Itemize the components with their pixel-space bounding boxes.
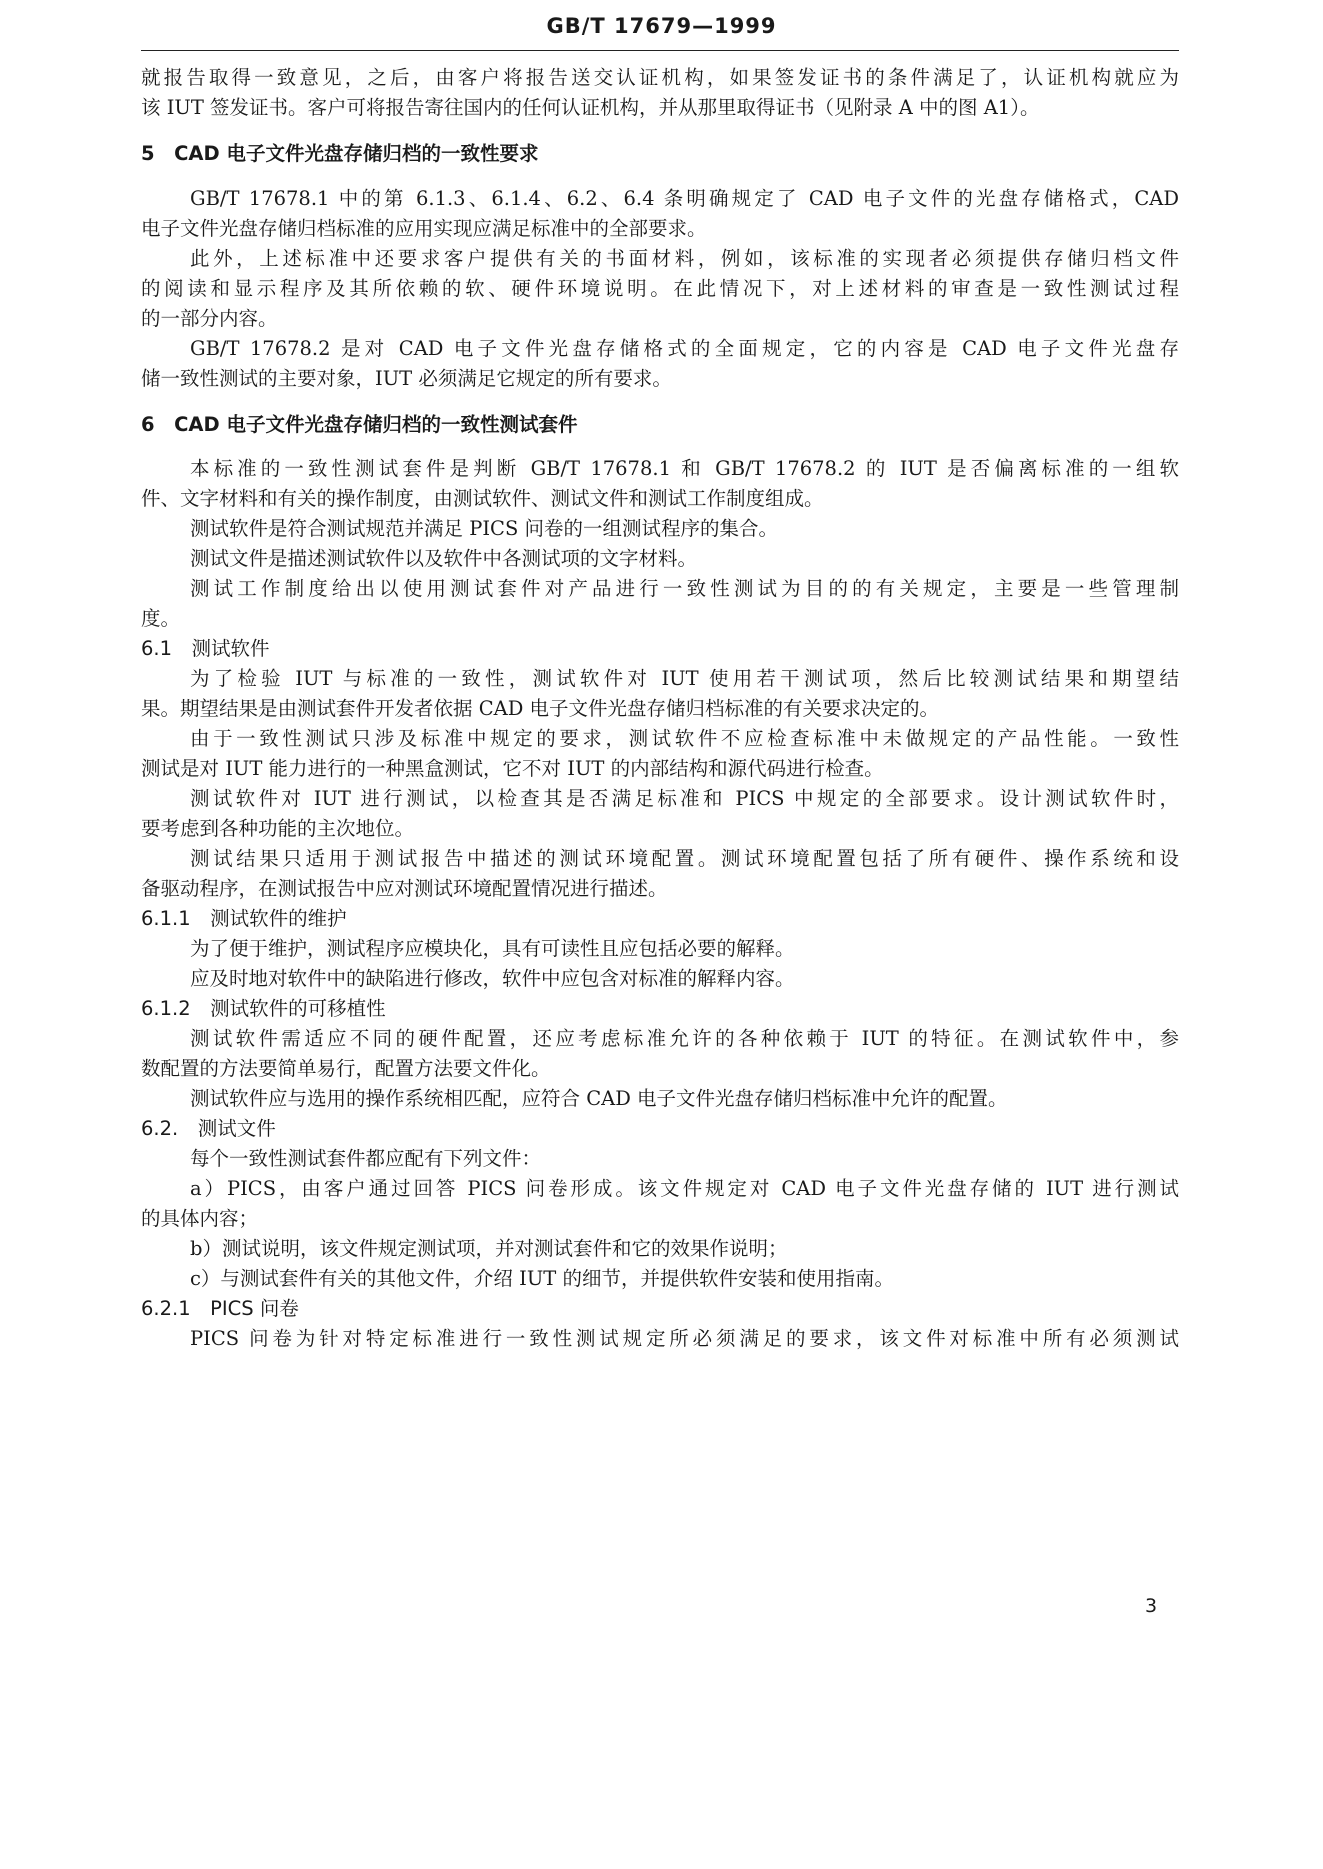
body-line: PICS 问卷为针对特定标准进行一致性测试规定所必须满足的要求，该文件对标准中所有必须测试 <box>190 1327 1179 1350</box>
body-line: GB/T 17678.2 是对 CAD 电子文件光盘存储格式的全面规定，它的内容是 CAD 电子文件光盘存 <box>190 337 1179 360</box>
body-line: 的一部分内容。 <box>141 307 278 330</box>
body-line: 测试文件是描述测试软件以及软件中各测试项的文字材料。 <box>190 547 698 570</box>
body-line: 测试软件应与选用的操作系统相匹配，应符合 CAD 电子文件光盘存储归档标准中允许的配置。 <box>190 1087 1008 1110</box>
body-line: 应及时地对软件中的缺陷进行修改，软件中应包含对标准的解释内容。 <box>190 967 795 990</box>
subsection-heading: 6.1.1 测试软件的维护 <box>141 907 347 930</box>
body-line: 测试是对 IUT 能力进行的一种黑盒测试，它不对 IUT 的内部结构和源代码进行检查。 <box>141 757 884 780</box>
body-line: 测试结果只适用于测试报告中描述的测试环境配置。测试环境配置包括了所有硬件、操作系统和设 <box>190 847 1179 870</box>
body-line: 果。期望结果是由测试套件开发者依据 CAD 电子文件光盘存储归档标准的有关要求决定的。 <box>141 697 940 720</box>
page-number: 3 <box>1145 1595 1158 1617</box>
body-line: 本标准的一致性测试套件是判断 GB/T 17678.1 和 GB/T 17678.2 的 IUT 是否偏离标准的一组软 <box>190 457 1179 480</box>
body-line: 测试工作制度给出以使用测试套件对产品进行一致性测试为目的的有关规定，主要是一些管理制 <box>190 577 1179 600</box>
list-item: a）PICS，由客户通过回答 PICS 问卷形成。该文件规定对 CAD 电子文件光盘存储的 IUT 进行测试 <box>190 1177 1179 1200</box>
subsection-heading: 6.1 测试软件 <box>141 637 270 660</box>
body-line: 数配置的方法要简单易行，配置方法要文件化。 <box>141 1057 551 1080</box>
header-rule <box>141 50 1179 51</box>
body-line: 为了便于维护，测试程序应模块化，具有可读性且应包括必要的解释。 <box>190 937 795 960</box>
body-line: 每个一致性测试套件都应配有下列文件： <box>190 1147 542 1170</box>
body-line: 件、文字材料和有关的操作制度，由测试软件、测试文件和测试工作制度组成。 <box>141 487 824 510</box>
body-line: 此外，上述标准中还要求客户提供有关的书面材料，例如，该标准的实现者必须提供存储归档文件 <box>190 247 1179 270</box>
body-line: 要考虑到各种功能的主次地位。 <box>141 817 415 840</box>
body-line: 由于一致性测试只涉及标准中规定的要求，测试软件不应检查标准中未做规定的产品性能。一致性 <box>190 727 1179 750</box>
body-line: 度。 <box>141 607 181 630</box>
list-item: b）测试说明，该文件规定测试项，并对测试套件和它的效果作说明； <box>190 1237 788 1260</box>
section-heading: 5 CAD 电子文件光盘存储归档的一致性要求 <box>141 142 539 165</box>
body-line: GB/T 17678.1 中的第 6.1.3、6.1.4、6.2、6.4 条明确规定了 CAD 电子文件的光盘存储格式，CAD <box>190 187 1179 210</box>
section-heading: 6 CAD 电子文件光盘存储归档的一致性测试套件 <box>141 413 578 436</box>
standard-header: GB/T 17679—1999 <box>546 14 777 38</box>
subsection-heading: 6.2.1 PICS 问卷 <box>141 1297 299 1320</box>
body-line: 测试软件是符合测试规范并满足 PICS 问卷的一组测试程序的集合。 <box>190 517 778 540</box>
body-line: 备驱动程序，在测试报告中应对测试环境配置情况进行描述。 <box>141 877 668 900</box>
body-line: 储一致性测试的主要对象，IUT 必须满足它规定的所有要求。 <box>141 367 672 390</box>
body-line: 该 IUT 签发证书。客户可将报告寄往国内的任何认证机构，并从那里取得证书（见附录 A 中的图 A1）。 <box>141 96 1040 119</box>
body-line: 测试软件对 IUT 进行测试，以检查其是否满足标准和 PICS 中规定的全部要求。设计测试软件时， <box>190 787 1179 810</box>
body-line: 就报告取得一致意见，之后，由客户将报告送交认证机构，如果签发证书的条件满足了，认证机构就应为 <box>141 66 1179 89</box>
list-item-continuation: 的具体内容； <box>141 1207 259 1230</box>
subsection-heading: 6.2. 测试文件 <box>141 1117 276 1140</box>
subsection-heading: 6.1.2 测试软件的可移植性 <box>141 997 386 1020</box>
list-item: c）与测试套件有关的其他文件，介绍 IUT 的细节，并提供软件安装和使用指南。 <box>190 1267 894 1290</box>
body-line: 的阅读和显示程序及其所依赖的软、硬件环境说明。在此情况下，对上述材料的审查是一致性测试过程 <box>141 277 1179 300</box>
body-line: 电子文件光盘存储归档标准的应用实现应满足标准中的全部要求。 <box>141 217 707 240</box>
body-line: 测试软件需适应不同的硬件配置，还应考虑标准允许的各种依赖于 IUT 的特征。在测试软件中，参 <box>190 1027 1179 1050</box>
body-line: 为了检验 IUT 与标准的一致性，测试软件对 IUT 使用若干测试项，然后比较测试结果和期望结 <box>190 667 1179 690</box>
